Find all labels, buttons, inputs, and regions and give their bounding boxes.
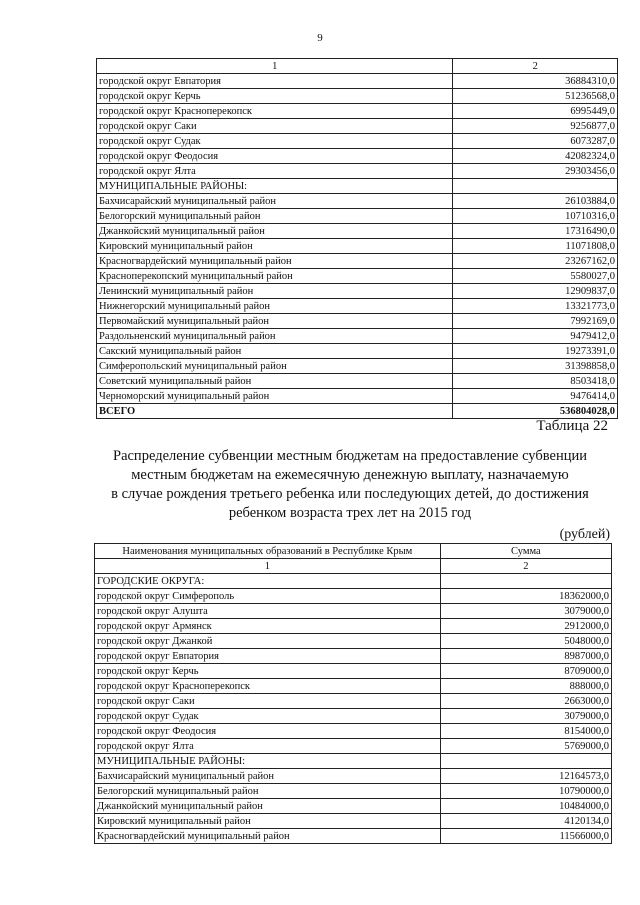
row-value: 888000,0 <box>440 679 611 694</box>
column-header-name: Наименования муниципальных образований в Республике Крым <box>95 544 441 559</box>
table-row <box>95 604 612 619</box>
row-name: Джанкойский муниципальный район <box>95 799 441 814</box>
table-row <box>97 224 618 239</box>
page-number: 9 <box>317 32 323 44</box>
row-value: 42082324,0 <box>453 149 618 164</box>
row-value: 31398858,0 <box>453 359 618 374</box>
budget-table-continued <box>96 58 618 419</box>
table-row <box>97 359 618 374</box>
row-value: 6995449,0 <box>453 104 618 119</box>
row-value: 9256877,0 <box>453 119 618 134</box>
table-row <box>97 389 618 404</box>
row-value: 9479412,0 <box>453 329 618 344</box>
row-name: Сакский муниципальный район <box>97 344 453 359</box>
table-row <box>97 254 618 269</box>
row-value: 13321773,0 <box>453 299 618 314</box>
row-name: Черноморский муниципальный район <box>97 389 453 404</box>
row-name: Симферопольский муниципальный район <box>97 359 453 374</box>
table-row <box>97 74 618 89</box>
row-name: городской округ Джанкой <box>95 634 441 649</box>
row-name: МУНИЦИПАЛЬНЫЕ РАЙОНЫ: <box>97 179 453 194</box>
row-name: Красногвардейский муниципальный район <box>97 254 453 269</box>
row-value: 10710316,0 <box>453 209 618 224</box>
row-value: 3079000,0 <box>440 604 611 619</box>
row-name: Кировский муниципальный район <box>95 814 441 829</box>
table-row <box>95 619 612 634</box>
row-value: 2663000,0 <box>440 694 611 709</box>
column-number: 2 <box>453 59 618 74</box>
column-number: 1 <box>95 559 441 574</box>
row-value: 10484000,0 <box>440 799 611 814</box>
row-name: городской округ Судак <box>97 134 453 149</box>
row-name: МУНИЦИПАЛЬНЫЕ РАЙОНЫ: <box>95 754 441 769</box>
row-value: 8709000,0 <box>440 664 611 679</box>
table-row <box>95 574 612 589</box>
row-value: 3079000,0 <box>440 709 611 724</box>
heading-line: местным бюджетам на ежемесячную денежную выплату, назначаемую <box>131 467 569 483</box>
table-row <box>97 209 618 224</box>
row-name: городской округ Армянск <box>95 619 441 634</box>
heading-line: Распределение субвенции местным бюджетам на предоставление субвенции <box>113 448 587 464</box>
row-name: Красноперекопский муниципальный район <box>97 269 453 284</box>
table-row <box>97 284 618 299</box>
row-name: Бахчисарайский муниципальный район <box>97 194 453 209</box>
row-name: городской округ Алушта <box>95 604 441 619</box>
table-row <box>97 134 618 149</box>
row-name: городской округ Красноперекопск <box>97 104 453 119</box>
row-value: 4120134,0 <box>440 814 611 829</box>
heading-line: в случае рождения третьего ребенка или последующих детей, до достижения <box>111 486 589 502</box>
table-row <box>95 814 612 829</box>
table-row <box>97 239 618 254</box>
table-row <box>97 164 618 179</box>
heading-line: ребенком возраста трех лет на 2015 год <box>228 505 472 521</box>
table-row <box>95 724 612 739</box>
row-name: Белогорский муниципальный район <box>97 209 453 224</box>
table-row <box>97 329 618 344</box>
column-number-row <box>97 59 618 74</box>
row-value: 8503418,0 <box>453 374 618 389</box>
row-value: 8987000,0 <box>440 649 611 664</box>
table-row <box>95 709 612 724</box>
row-value: 5048000,0 <box>440 634 611 649</box>
row-name: городской округ Феодосия <box>97 149 453 164</box>
row-name: городской округ Саки <box>97 119 453 134</box>
row-name: Первомайский муниципальный район <box>97 314 453 329</box>
row-value: 12909837,0 <box>453 284 618 299</box>
table-heading <box>90 447 610 523</box>
row-value: 26103884,0 <box>453 194 618 209</box>
table-row <box>97 314 618 329</box>
unit-label: (рублей) <box>559 527 610 542</box>
table-row <box>97 149 618 164</box>
table-row <box>95 739 612 754</box>
table-row <box>97 269 618 284</box>
row-name: городской округ Судак <box>95 709 441 724</box>
row-value: 7992169,0 <box>453 314 618 329</box>
row-value: 29303456,0 <box>453 164 618 179</box>
table-row <box>97 344 618 359</box>
row-value: 12164573,0 <box>440 769 611 784</box>
table-row <box>97 89 618 104</box>
row-name: городской округ Керчь <box>97 89 453 104</box>
table-row <box>95 589 612 604</box>
row-name: городской округ Керчь <box>95 664 441 679</box>
row-name: Ленинский муниципальный район <box>97 284 453 299</box>
table-row <box>95 754 612 769</box>
total-label: ВСЕГО <box>97 404 453 419</box>
row-name: городской округ Красноперекопск <box>95 679 441 694</box>
table-row <box>95 799 612 814</box>
table-row <box>97 179 618 194</box>
table-row <box>97 119 618 134</box>
row-name: городской округ Симферополь <box>95 589 441 604</box>
column-number-row <box>95 559 612 574</box>
row-value: 11566000,0 <box>440 829 611 844</box>
row-name: Бахчисарайский муниципальный район <box>95 769 441 784</box>
row-value: 17316490,0 <box>453 224 618 239</box>
row-name: городской округ Ялта <box>95 739 441 754</box>
row-value: 5769000,0 <box>440 739 611 754</box>
row-name: ГОРОДСКИЕ ОКРУГА: <box>95 574 441 589</box>
row-name: Раздольненский муниципальный район <box>97 329 453 344</box>
row-value: 51236568,0 <box>453 89 618 104</box>
total-value: 536804028,0 <box>453 404 618 419</box>
row-name: городской округ Евпатория <box>95 649 441 664</box>
row-name: Джанкойский муниципальный район <box>97 224 453 239</box>
row-value <box>440 574 611 589</box>
header-row <box>95 544 612 559</box>
subvention-table <box>94 543 612 844</box>
row-value: 19273391,0 <box>453 344 618 359</box>
row-value <box>440 754 611 769</box>
total-row <box>97 404 618 419</box>
table-row <box>97 374 618 389</box>
row-value: 9476414,0 <box>453 389 618 404</box>
table-row <box>95 649 612 664</box>
row-value: 23267162,0 <box>453 254 618 269</box>
row-value: 10790000,0 <box>440 784 611 799</box>
table-row <box>95 829 612 844</box>
table-row <box>95 769 612 784</box>
table-row <box>97 194 618 209</box>
row-name: городской округ Евпатория <box>97 74 453 89</box>
row-name: Нижнегорский муниципальный район <box>97 299 453 314</box>
row-value: 2912000,0 <box>440 619 611 634</box>
table-row <box>95 664 612 679</box>
table-row <box>95 784 612 799</box>
row-name: Кировский муниципальный район <box>97 239 453 254</box>
table-row <box>95 634 612 649</box>
table-row <box>95 694 612 709</box>
row-name: городской округ Ялта <box>97 164 453 179</box>
row-name: Красногвардейский муниципальный район <box>95 829 441 844</box>
row-value: 36884310,0 <box>453 74 618 89</box>
table-row <box>97 104 618 119</box>
table-row <box>97 299 618 314</box>
table-label: Таблица 22 <box>536 418 608 434</box>
row-value: 6073287,0 <box>453 134 618 149</box>
row-value: 18362000,0 <box>440 589 611 604</box>
row-value: 5580027,0 <box>453 269 618 284</box>
row-name: Белогорский муниципальный район <box>95 784 441 799</box>
row-value <box>453 179 618 194</box>
table-row <box>95 679 612 694</box>
row-value: 11071808,0 <box>453 239 618 254</box>
row-name: городской округ Феодосия <box>95 724 441 739</box>
column-header-sum: Сумма <box>440 544 611 559</box>
row-name: Советский муниципальный район <box>97 374 453 389</box>
column-number: 2 <box>440 559 611 574</box>
column-number: 1 <box>97 59 453 74</box>
row-name: городской округ Саки <box>95 694 441 709</box>
row-value: 8154000,0 <box>440 724 611 739</box>
